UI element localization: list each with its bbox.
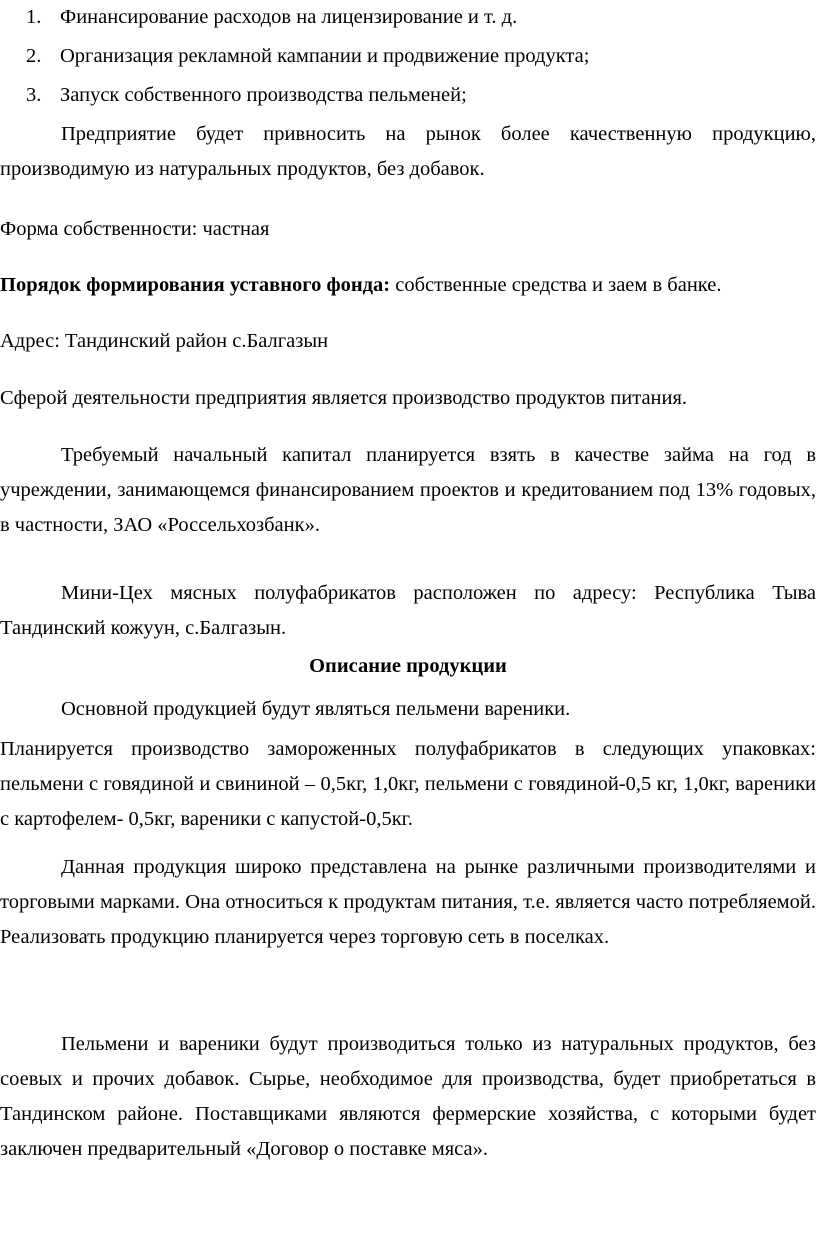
paragraph-capital: Требуемый начальный капитал планируется взять в качестве займа на год в учреждении, занимающемся финансированием проектов и кредитованием под 13% годовых, в частности, ЗАО «Россельхозбанк». — [0, 444, 816, 536]
fund-value: собственные средства и заем в банке. — [390, 274, 722, 296]
paragraph-fund — [0, 270, 816, 300]
paragraph-natural: Пельмени и вареники будут производиться только из натуральных продуктов, без соевых и прочих добавок. Сырье, необходимое для производства, будет приобретаться в Тандинском районе. Поставщиками являются фермерские хозяйства, с которыми будет заключен предварительный «Договор о поставке мяса». — [0, 1033, 816, 1160]
list-text: Запуск собственного производства пельменей; — [60, 84, 467, 106]
paragraph-quality: Предприятие будет привносить на рынок более качественную продукцию, производимую из натуральных продуктов, без добавок. — [0, 123, 816, 180]
paragraph-sphere: Сферой деятельности предприятия является производство продуктов питания. — [0, 387, 688, 409]
list-number: 1. — [26, 6, 42, 28]
paragraph-workshop: Мини-Цех мясных полуфабрикатов расположен по адресу: Республика Тыва Тандинский кожуун, с.Балгазын. — [0, 582, 816, 639]
paragraph-packaging: Планируется производство замороженных полуфабрикатов в следующих упаковках: пельмени с говядиной и свининой – 0,5кг, 1,0кг, пельмени с говядиной-0,5 кг, 1,0кг, вареники с картофелем- 0,5кг, вареники с капустой-0,5кг. — [0, 738, 816, 830]
section-heading: Описание продукции — [309, 655, 507, 677]
list-item — [26, 75, 467, 115]
paragraph-address: Адрес: Тандинский район с.Балгазын — [0, 330, 329, 352]
paragraph-main-product: Основной продукцией будут являться пельмени вареники. — [61, 698, 571, 720]
list-item — [26, 36, 589, 76]
list-number: 3. — [26, 84, 42, 106]
list-text: Организация рекламной кампании и продвижение продукта; — [60, 45, 590, 67]
fund-label: Порядок формирования уставного фонда: — [0, 274, 391, 296]
paragraph-ownership: Форма собственности: частная — [0, 218, 270, 240]
list-item — [26, 0, 517, 37]
list-number: 2. — [26, 45, 42, 67]
paragraph-market: Данная продукция широко представлена на рынке различными производителями и торговыми марками. Она относиться к продуктам питания, т.е. является часто потребляемой. Реализовать продукцию планируется через торговую сеть в поселках. — [0, 856, 816, 948]
list-text: Финансирование расходов на лицензирование и т. д. — [60, 6, 518, 28]
